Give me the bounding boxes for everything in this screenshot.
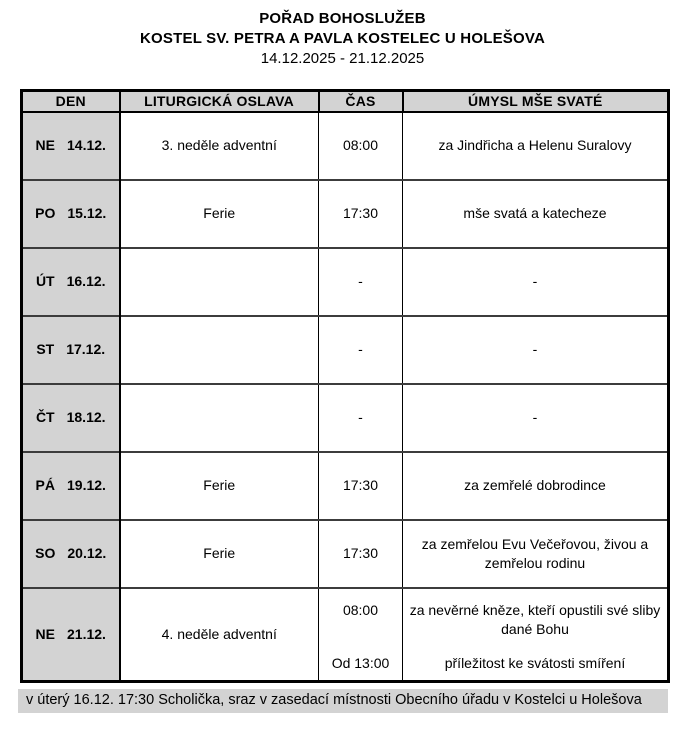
time-entry: 08:00 (342, 601, 379, 618)
day-abbr: ÚT (35, 273, 55, 289)
day-abbr: NE (35, 137, 55, 153)
day-abbr: PÁ (35, 477, 55, 493)
day-abbr: ST (36, 341, 55, 357)
day-abbr: SO (35, 545, 56, 561)
celebration-cell (120, 316, 319, 384)
day-date: 18.12. (66, 409, 106, 425)
table-row (22, 316, 669, 384)
time-cell: - (319, 248, 403, 316)
time-cell: 17:30 (319, 452, 403, 520)
date-range: 14.12.2025 - 21.12.2025 (260, 50, 425, 67)
intention-cell: - (403, 316, 669, 384)
table-row (22, 180, 669, 248)
time-cell: 17:30 (319, 520, 403, 588)
column-header-day: DEN (22, 91, 120, 112)
table-row (22, 112, 669, 180)
intention-cell: za zemřelé dobrodince (403, 452, 669, 520)
time-cell (319, 588, 403, 682)
celebration-cell: Ferie (120, 520, 319, 588)
time-cell: - (319, 316, 403, 384)
day-date: 21.12. (67, 625, 106, 642)
celebration-cell: Ferie (120, 452, 319, 520)
day-date: 15.12. (67, 205, 107, 221)
celebration-cell: Ferie (120, 180, 319, 248)
day-cell (22, 384, 120, 452)
table-row (22, 588, 669, 682)
day-date: 17.12. (66, 341, 106, 357)
celebration-cell: 4. neděle adventní (120, 588, 319, 682)
intention-cell (403, 588, 669, 682)
column-header-time: ČAS (319, 91, 403, 112)
table-row (22, 520, 669, 588)
schedule-table (20, 89, 670, 683)
church-name: KOSTEL SV. PETRA A PAVLA KOSTELEC U HOLEŠOVA (140, 30, 545, 47)
footer-note: v úterý 16.12. 17:30 Scholička, sraz v zasedací místnosti Obecního úřadu v Kostelci u Holešova (18, 689, 668, 713)
time-cell: 17:30 (319, 180, 403, 248)
day-abbr: PO (35, 205, 56, 221)
celebration-cell (120, 248, 319, 316)
day-date: 19.12. (67, 477, 106, 493)
intention-stack (406, 591, 664, 678)
column-header-celebration: LITURGICKÁ OSLAVA (120, 91, 319, 112)
day-abbr: ČT (35, 409, 55, 425)
day-cell (22, 112, 120, 180)
column-header-intention: ÚMYSL MŠE SVATÉ (403, 91, 669, 112)
intention-cell: mše svatá a katecheze (403, 180, 669, 248)
day-cell (22, 588, 120, 682)
time-stack (322, 591, 399, 678)
table-header-row (22, 91, 669, 112)
intention-cell: za zemřelou Evu Večeřovou, živou a zemřelou rodinu (403, 520, 669, 588)
day-abbr: NE (35, 625, 55, 642)
celebration-cell: 3. neděle adventní (120, 112, 319, 180)
table-row (22, 384, 669, 452)
intention-entry: za nevěrné kněze, kteří opustili své sliby dané Bohu (409, 601, 661, 637)
table-row (22, 452, 669, 520)
document-title: POŘAD BOHOSLUŽEB (259, 10, 426, 27)
intention-cell: za Jindřicha a Helenu Suralovy (403, 112, 669, 180)
day-date: 16.12. (66, 273, 106, 289)
intention-entry: příležitost ke svátosti smíření (444, 654, 626, 671)
day-cell (22, 452, 120, 520)
day-cell (22, 316, 120, 384)
day-cell (22, 520, 120, 588)
day-date: 14.12. (67, 137, 106, 153)
intention-cell: - (403, 384, 669, 452)
day-cell (22, 248, 120, 316)
time-entry: Od 13:00 (331, 654, 390, 671)
celebration-cell (120, 384, 319, 452)
time-cell: - (319, 384, 403, 452)
document-header (0, 0, 685, 69)
intention-cell: - (403, 248, 669, 316)
day-cell (22, 180, 120, 248)
day-date: 20.12. (67, 545, 107, 561)
table-row (22, 248, 669, 316)
time-cell: 08:00 (319, 112, 403, 180)
